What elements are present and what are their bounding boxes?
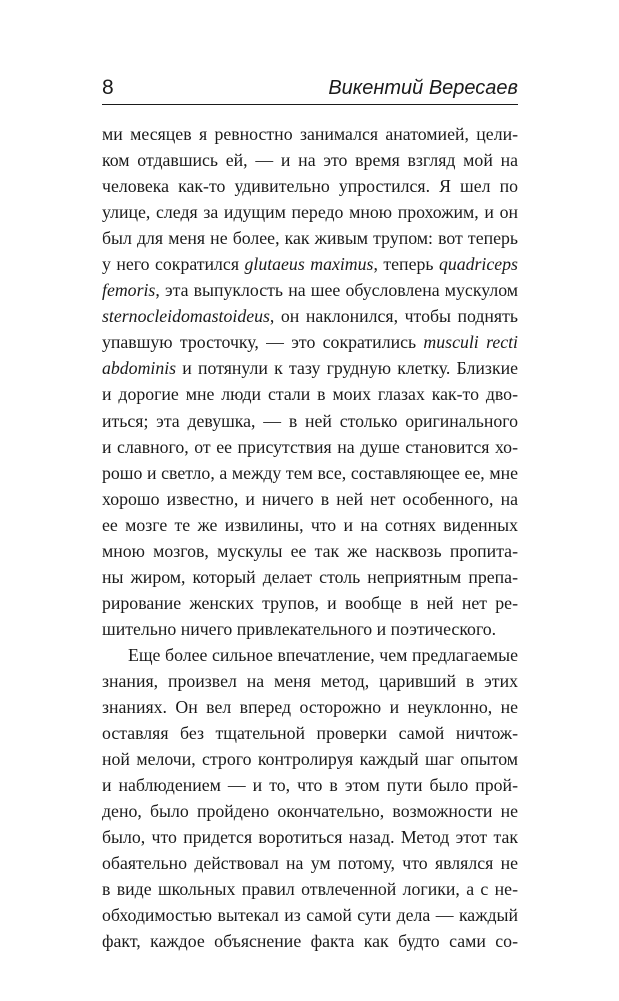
text-line xyxy=(102,251,518,277)
text-run: , он наклонился, чтобы поднять xyxy=(269,306,518,327)
text-line: человека как-то удивительно упростился. Я шел по xyxy=(102,176,518,197)
text-line: ной мелочи, строго контролируя каждый шаг опытом xyxy=(102,749,518,770)
text-run: , теперь xyxy=(373,254,439,275)
text-line xyxy=(102,277,518,303)
text-run: и потянули к тазу грудную клетку. Близкие xyxy=(176,358,518,379)
paragraph-2 xyxy=(102,642,518,955)
text-line: был для меня не более, как живым трупом: вот теперь xyxy=(102,228,518,249)
text-run: упавшую тросточку, — это сократились xyxy=(102,332,424,353)
text-line: улице, следя за идущим передо мною прохожим, и он xyxy=(102,202,518,223)
text-line xyxy=(102,303,518,329)
text-line: и наблюдением — и то, что в этом пути было прой- xyxy=(102,775,518,796)
text-line: рирование женских трупов, и вообще в ней нет ре- xyxy=(102,592,518,613)
text-line: иться; эта девушка, — в ней столько оригинального xyxy=(102,410,518,431)
text-line: ее мозге те же извилины, что и на сотнях виденных xyxy=(102,514,518,535)
latin-term: abdominis xyxy=(102,358,177,379)
text-line: дено, было пройдено окончательно, возможности не xyxy=(102,801,518,822)
text-line: Еще более сильное впечатление, чем предлагаемые xyxy=(128,644,518,665)
text-line: ны жиром, который делает столь неприятным препа- xyxy=(102,566,518,587)
text-line: ми месяцев я ревностно занимался анатомией, цели- xyxy=(102,124,518,144)
text-run: у него сократился xyxy=(102,254,245,275)
page-number: 8 xyxy=(102,76,114,99)
text-line: шительно ничего привлекательного и поэтического. xyxy=(102,618,497,639)
body-text xyxy=(102,121,518,955)
text-line: было, что придется воротиться назад. Метод этот так xyxy=(102,827,518,848)
text-run: , эта выпуклость на шее обусловлена мускулом xyxy=(155,280,518,301)
text-line: знания, произвел на меня метод, царивший в этих xyxy=(102,670,518,691)
text-line: обходимостью вытекал из самой сути дела — каждый xyxy=(102,905,518,926)
latin-term: musculi recti xyxy=(423,332,518,353)
text-line: и славного, от ее присутствия на душе становится хо- xyxy=(102,436,518,457)
running-title: Викентий Вересаев xyxy=(328,77,518,99)
text-line: факт, каждое объяснение факта как будто сами со- xyxy=(102,931,518,952)
latin-term: sternocleidomastoideus xyxy=(102,306,270,327)
text-line: ком отдавшись ей, — и на это время взгляд мой на xyxy=(102,150,518,171)
text-line: знаниях. Он вел вперед осторожно и неуклонно, не xyxy=(102,697,518,718)
running-header xyxy=(102,74,518,104)
text-line: оставляя без тщательной проверки самой ничтож- xyxy=(102,723,518,744)
text-line xyxy=(102,355,518,381)
latin-term: glutaeus maximus xyxy=(244,254,374,275)
text-line: хорошо известно, и ничего в ней нет особенного, на xyxy=(102,488,518,509)
text-line: мною мозгов, мускулы ее так же насквозь пропита- xyxy=(102,540,518,561)
latin-term: quadriceps xyxy=(438,254,518,275)
paragraph-1 xyxy=(102,121,518,642)
text-line: обаятельно действовал на ум потому, что являлся не xyxy=(102,853,518,874)
latin-term: femoris xyxy=(102,280,156,301)
text-line: в виде школьных правил отвлеченной логики, а с не- xyxy=(102,879,518,900)
header-rule xyxy=(102,104,518,105)
text-line xyxy=(102,329,518,355)
text-line: и дорогие мне люди стали в моих глазах как-то дво- xyxy=(102,384,518,405)
text-line: рошо и светло, а между тем все, составляющее ее, мне xyxy=(102,462,518,483)
